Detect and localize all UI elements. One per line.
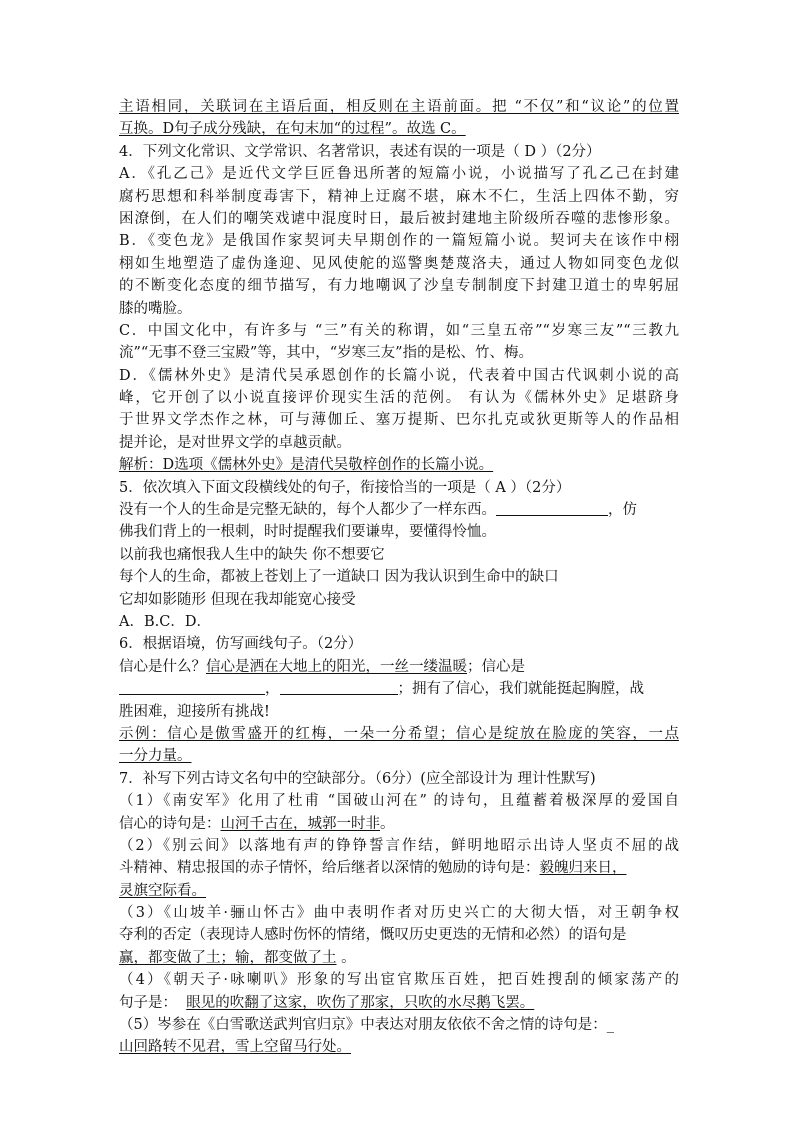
question-7-item-3-answer: 赢，都变做了土；输，都变做了土 bbox=[119, 949, 337, 966]
question-7-item-4-cont bbox=[119, 992, 679, 1014]
question-6-blank-1 bbox=[119, 678, 265, 695]
question-4-option-b-cont: 的不断变化态度的细节描写，有力地嘲讽了沙皇专制制度下封建卫道士的卑躬屈 bbox=[119, 278, 679, 295]
question-5-options: A．B.C．D． bbox=[119, 613, 211, 630]
question-7-title: 7．补写下列古诗文名句中的空缺部分。（6分）(应全部设计为 理计性默写) bbox=[119, 770, 596, 787]
question-4-option-b: B．《变色龙》是俄国作家契诃夫早期创作的一篇短篇小说。契诃夫在该作中栩 bbox=[119, 233, 679, 250]
question-7-item-1-cont bbox=[119, 813, 679, 835]
question-7-item-2: （2）《别云间》以落地有声的铮铮誓言作结，鲜明地昭示出诗人坚贞不屈的战 bbox=[119, 837, 679, 854]
question-4-option-d-cont: 于世界文学杰作之林，可与薄伽丘、塞万提斯、巴尔扎克或狄更斯等人的作品相 bbox=[119, 412, 679, 429]
question-7-item-5: （5）岑参在《白雪歌送武判官归京》中表达对朋友依依不舍之情的诗句是：_ bbox=[119, 1017, 614, 1034]
question-6-line-1 bbox=[119, 656, 679, 678]
question-7-item-1: （1）《南安军》化用了杜甫 “国破山河在” 的诗句，且蕴蓄着极深厚的爱国自 bbox=[119, 793, 679, 810]
question-7-item-1-answer: 山河千古在，城郭一时非 bbox=[220, 815, 380, 832]
question-7-item-2-text: 斗精神、精忠报国的赤子情怀，给后继者以深情的勉励的诗句是： bbox=[119, 860, 540, 877]
question-4-option-d-cont: 提并论，是对世界文学的卓越贡献。 bbox=[119, 434, 351, 451]
question-7-item-3-cont: 夺利的否定（表现诗人感时伤怀的情绪，慨叹历史更迭的无情和必然）的语句是 bbox=[119, 927, 627, 944]
question-4-option-a-cont: 困潦倒，在人们的嘲笑戏谑中混度时日，最后被封建地主阶级所吞噬的悲惨形象。 bbox=[119, 210, 679, 227]
question-5-blank bbox=[496, 499, 608, 516]
question-6-prompt-cont: ；信心是 bbox=[467, 658, 525, 675]
question-5-passage-line-2: 佛我们背上的一根刺，时时提醒我们要谦卑，要懂得怜恤。 bbox=[119, 524, 496, 541]
question-6-line-2 bbox=[119, 678, 679, 700]
question-6-example: 示例：信心是傲雪盛开的红梅，一朵一分希望；信心是绽放在脸庞的笑容，一点 bbox=[119, 725, 679, 742]
question-5-passage-text: 没有一个人的生命是完整无缺的，每个人都少了一样东西。 bbox=[119, 502, 496, 519]
question-4-title: 4．下列文化常识、文学常识、名著常识，表述有误的一项是（ D ）（2分） bbox=[119, 143, 601, 160]
question-7-item-4-answer: 眼见的吹翻了这家，吹伤了那家，只吹的水尽鹅飞罢。 bbox=[186, 994, 535, 1011]
question-4-analysis: 解析：D选项《儒林外史》是清代吴敬梓创作的长篇小说。 bbox=[119, 457, 494, 474]
question-6-line-3: 胜困难，迎接所有挑战! bbox=[119, 703, 270, 720]
question-7-item-2-cont bbox=[119, 857, 679, 879]
question-5-sentence-3: 它却如影随形 但现在我却能宽心接受 bbox=[119, 591, 356, 608]
question-4-option-c: C．中国文化中，有许多与 “三”有关的称谓，如“三皇五帝”“岁寒三友”“三教九 bbox=[119, 322, 679, 339]
question-7-item-4-text: 句子是： bbox=[119, 994, 187, 1011]
question-4-option-c-cont: 流”“无事不登三宝殿”等，其中，“岁寒三友”指的是松、竹、梅。 bbox=[119, 345, 534, 362]
question-7-item-3-answer-line bbox=[119, 947, 679, 969]
question-7-item-1-end: 。 bbox=[380, 815, 395, 832]
question-7-item-4: （4）《朝天子·咏喇叭》形象的写出宦官欺压百姓，把百姓搜刮的倾家荡产的 bbox=[119, 972, 679, 989]
question-7-item-1-text: 信心的诗句是： bbox=[119, 815, 221, 832]
question-5-sentence-1: 以前我也痛恨我人生中的缺失 你不想要它 bbox=[119, 546, 385, 563]
question-4-option-a-cont: 腐朽思想和科举制度毒害下，精神上迂腐不堪，麻木不仁，生活上四体不勤，穷 bbox=[119, 188, 679, 205]
question-5-passage-text-end: ，仿 bbox=[608, 502, 637, 519]
document-page bbox=[119, 96, 679, 1059]
question-4-option-b-cont: 栩如生地塑造了虚伪逢迎、见风使舵的巡警奥楚蔑洛夫，通过人物如同变色龙似 bbox=[119, 255, 679, 272]
answer-explanation-line-1: 主语相同，关联词在主语后面，相反则在主语前面。把 “不仅”和“议论”的位置 bbox=[119, 99, 679, 115]
question-6-prompt: 信心是什么？ bbox=[119, 658, 206, 675]
question-4-option-d: D．《儒林外史》是清代吴承恩创作的长篇小说，代表着中国古代讽刺小说的高 bbox=[119, 367, 679, 384]
question-6-line-2-text: ；拥有了信心，我们就能挺起胸膛，战 bbox=[397, 681, 644, 698]
question-4-option-d-cont: 峰，它开创了以小说直接评价现实生活的范例。 有认为《儒林外史》足堪跻身 bbox=[119, 390, 679, 407]
question-5-title: 5．依次填入下面文段横线处的句子，衔接恰当的一项是（ A ）（2分） bbox=[119, 479, 571, 496]
question-6-example-cont: 一分力量。 bbox=[119, 748, 192, 765]
answer-explanation-line-2: 互换。D句子成分残缺，在句末加“的过程”。故选 C。 bbox=[119, 121, 466, 138]
question-6-title: 6．根据语境，仿写画线句子。（2分） bbox=[119, 636, 363, 653]
question-7-item-2-answer-cont: 灵旗空际看。 bbox=[119, 882, 206, 899]
question-5-sentence-2: 每个人的生命，都被上苍划上了一道缺口 因为我认识到生命中的缺口 bbox=[119, 569, 559, 586]
question-7-item-3-end: 。 bbox=[336, 949, 356, 966]
question-7-item-2-answer: 毅魄归来日， bbox=[539, 860, 627, 877]
question-6-model-sentence: 信心是洒在大地上的阳光，一丝一缕温暖 bbox=[206, 658, 467, 675]
question-7-item-3: （3）《山坡羊·骊山怀古》曲中表明作者对历史兴亡的大彻大悟，对王朝争权 bbox=[119, 905, 679, 922]
question-4-option-a: A．《孔乙己》是近代文学巨匠鲁迅所著的短篇小说，小说描写了孔乙己在封建 bbox=[119, 166, 679, 183]
question-7-item-5-answer: 山回路转不见君，雪上空留马行处。 bbox=[119, 1039, 351, 1056]
question-6-comma: ， bbox=[265, 681, 280, 698]
question-6-blank-2 bbox=[280, 678, 398, 695]
question-4-option-b-cont: 膝的嘴脸。 bbox=[119, 300, 192, 317]
question-5-passage-line-1 bbox=[119, 499, 679, 521]
